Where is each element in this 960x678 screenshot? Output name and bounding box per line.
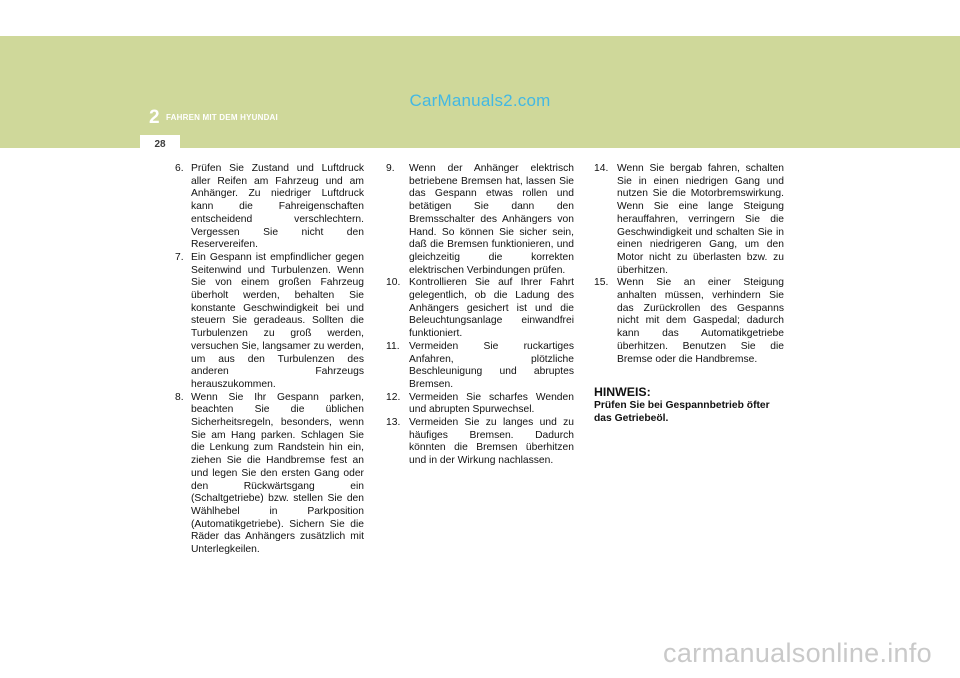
text-column-2 (386, 163, 574, 468)
list-item-9 (386, 163, 574, 277)
list-text: Prüfen Sie Zustand und Luftdruck aller Reifen am Fahrzeug und am Anhänger. Zu niedriger Luftdruck kann die Fahreigenschaften entscheidend verschlechtern. Vergessen Sie nicht den Reservereifen. (191, 163, 364, 251)
list-item-12 (386, 392, 574, 417)
chapter-title: FAHREN MIT DEM HYUNDAI (166, 113, 278, 122)
list-number: 11. (386, 340, 400, 352)
list-item-8 (172, 392, 364, 557)
list-text: Wenn Sie an einer Steigung anhalten müssen, verhindern Sie das Zurückrollen des Gespanns nicht mit dem Gaspedal; dadurch kann das Automatikgetriebe überhitzen. Benutzen Sie die Bremse oder die Handbremse. (617, 277, 784, 365)
list-text: Wenn Sie bergab fahren, schalten Sie in einen niedrigen Gang und nutzen Sie die Motorbremswirkung. Wenn Sie eine lange Steigung herauffahren, verringern Sie die Geschwindigkeit und schalten Sie in einen niedrigeren Gang, um den Motor nicht zu überlasten bzw. zu überhitzen. (617, 163, 784, 276)
list-item-6 (172, 163, 364, 252)
list-number: 14. (594, 163, 609, 174)
list-number: 10. (386, 277, 401, 289)
list-text: Vermeiden Sie ruckartiges Anfahren, plötzliche Beschleunigung und abruptes Bremsen. (409, 340, 574, 390)
text-column-1 (172, 163, 364, 557)
list-text: Vermeiden Sie scharfes Wenden und abrupten Spurwechsel. (409, 391, 574, 416)
list-item-13 (386, 417, 574, 468)
list-item-7 (172, 252, 364, 392)
note-title: HINWEIS: (594, 385, 651, 400)
list-number: 7. (175, 251, 184, 263)
list-item-10 (386, 277, 574, 341)
list-number: 13. (386, 417, 401, 429)
note-text: Prüfen Sie bei Gespannbetrieb öfter das Getriebeöl. (594, 400, 770, 424)
watermark-top[interactable]: CarManuals2.com (409, 91, 551, 110)
list-number: 6. (175, 163, 184, 174)
list-number: 15. (594, 277, 609, 289)
list-text: Wenn Sie Ihr Gespann parken, beachten Sie die üblichen Sicherheitsregeln, besonders, wenn Sie am Hang parken. Schlagen Sie die Lenkung zum Randstein hin ein, ziehen Sie die Handbremse fest an und legen Sie den ersten Gang oder den Rückwärtsgang ein (Schaltgetriebe) bzw. stellen Sie den Wählhebel in Parkposition (Automatikgetriebe). Sichern Sie die Räder das Anhängers zusätzlich mit Unterlegkeilen. (191, 391, 364, 556)
list-number: 9. (386, 163, 395, 174)
chapter-number: 2 (149, 107, 160, 128)
page-number: 28 (154, 139, 166, 150)
list-number: 12. (386, 391, 401, 403)
list-item-14 (594, 163, 784, 277)
list-text: Wenn der Anhänger elektrisch betriebene Bremsen hat, lassen Sie das Gespann etwas rollen und betätigen Sie dann den Bremsschalter des Anhängers von Hand. So können Sie sicher sein, daß die Bremsen funktionieren, und gleichzeitig die korrekten elektrischen Verbindungen prüfen. (409, 163, 574, 276)
list-number: 8. (175, 391, 184, 403)
watermark-bottom[interactable]: carmanualsonline.info (663, 638, 932, 668)
list-item-11 (386, 341, 574, 392)
list-text: Ein Gespann ist empfindlicher gegen Seitenwind und Turbulenzen. Wenn Sie von einem großen Fahrzeug überholt werden, behalten Sie konstante Geschwindigkeit bei und steuern Sie geradeaus. Sollten die Turbulenzen zu groß werden, versuchen Sie, langsamer zu werden, um aus den Turbulenzen des anderen Fahrzeugs herauszukommen. (191, 251, 364, 390)
list-item-15 (594, 277, 784, 366)
list-text: Kontrollieren Sie auf Ihrer Fahrt gelegentlich, ob die Ladung des Anhängers gesichert ist und die Beleuchtungsanlage einwandfrei funktioniert. (409, 277, 574, 340)
list-text: Vermeiden Sie zu langes und zu häufiges Bremsen. Dadurch könnten die Bremsen überhitzen und in der Wirkung nachlassen. (409, 417, 574, 467)
text-column-3 (594, 163, 784, 426)
